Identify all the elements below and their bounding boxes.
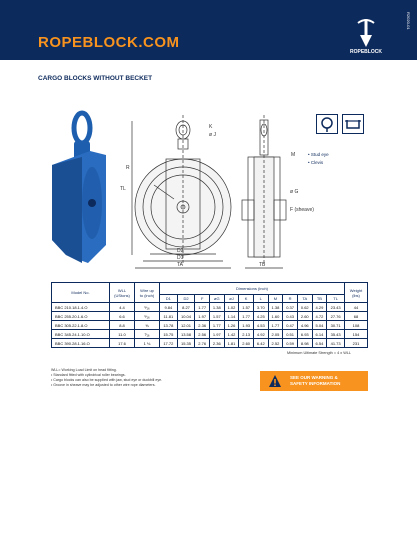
table-cell: 8.27 bbox=[177, 303, 195, 312]
table-cell: ⁵⁄₁₆ bbox=[135, 303, 160, 312]
table-cell: 154 bbox=[345, 330, 368, 339]
table-cell: 44 bbox=[345, 303, 368, 312]
legend-item-clevis: • Clevis bbox=[308, 160, 324, 165]
label-ta: TA bbox=[177, 262, 184, 268]
table-cell: 4.92 bbox=[253, 330, 268, 339]
stud-eye-icon bbox=[316, 114, 338, 134]
col-wll: WLL (UStons) bbox=[110, 283, 135, 303]
label-r: R bbox=[126, 165, 130, 171]
label-k: K bbox=[209, 124, 213, 130]
front-view-drawing bbox=[132, 115, 231, 268]
table-cell: 0.37 bbox=[283, 303, 298, 312]
dim-col-header: TA bbox=[297, 295, 312, 303]
table-cell: 30.71 bbox=[327, 321, 345, 330]
brand-name[interactable]: ROPEBLOCK.COM bbox=[38, 34, 180, 51]
logo-text: ROPEBLOCK bbox=[350, 49, 382, 55]
table-cell: 1.38 bbox=[268, 303, 283, 312]
table-cell: 27.76 bbox=[327, 312, 345, 321]
cargo-block-render bbox=[52, 113, 106, 263]
table-cell: 8.8 bbox=[110, 321, 135, 330]
table-cell: 3.70 bbox=[253, 303, 268, 312]
dim-col-header: D2 bbox=[177, 295, 195, 303]
table-cell: 1.38 bbox=[210, 303, 225, 312]
table-cell: 4.25 bbox=[253, 312, 268, 321]
table-cell: 15.35 bbox=[177, 339, 195, 348]
label-g: ø G bbox=[290, 189, 299, 195]
clevis-icon bbox=[342, 114, 364, 134]
table-cell: 15.75 bbox=[160, 330, 178, 339]
table-cell: 4.4 bbox=[110, 303, 135, 312]
table-cell: 1.77 bbox=[239, 312, 254, 321]
table-cell: 1.93 bbox=[239, 321, 254, 330]
table-cell: 12.01 bbox=[177, 321, 195, 330]
dim-col-header: øJ bbox=[224, 295, 239, 303]
note-line: • Cargo blocks can also be supplied with jaw, stud eye or duckbill eye. bbox=[51, 378, 163, 382]
specifications-table bbox=[51, 282, 368, 348]
table-cell: 2.36 bbox=[210, 339, 225, 348]
table-cell: 2.60 bbox=[297, 312, 312, 321]
table-cell: BBC 255.20.1.6.O bbox=[52, 312, 110, 321]
warning-triangle-icon bbox=[268, 374, 282, 388]
table-cell: 1.97 bbox=[195, 312, 210, 321]
label-tl: TL bbox=[120, 186, 126, 192]
table-cell: 6.14 bbox=[312, 330, 327, 339]
table-cell: 5.04 bbox=[312, 321, 327, 330]
dim-col-header: L bbox=[253, 295, 268, 303]
table-cell: 1.42 bbox=[224, 330, 239, 339]
table-cell: 2.52 bbox=[268, 339, 283, 348]
table-cell: 11.0 bbox=[110, 330, 135, 339]
col-wire: Wire up to (inch) bbox=[135, 283, 160, 303]
table-cell: 0.47 bbox=[283, 321, 298, 330]
table-cell: 23.43 bbox=[327, 303, 345, 312]
table-cell: 17.72 bbox=[160, 339, 178, 348]
table-cell: 1.57 bbox=[239, 303, 254, 312]
table-cell: 6.54 bbox=[312, 339, 327, 348]
table-cell: 68 bbox=[345, 312, 368, 321]
label-d1: D1 bbox=[177, 255, 184, 261]
legend-item-stud-eye: • Stud eye bbox=[308, 152, 329, 157]
section-title: CARGO BLOCKS WITHOUT BECKET bbox=[38, 75, 153, 82]
col-model: Model No. bbox=[52, 283, 110, 303]
table-cell: 4.53 bbox=[253, 321, 268, 330]
table-cell: 0.62 bbox=[297, 303, 312, 312]
label-f: F (sheave) bbox=[290, 207, 314, 213]
table-cell: BBC 390.28.1.16.O bbox=[52, 339, 110, 348]
document-code: R2020-01 bbox=[406, 12, 411, 30]
table-cell: 41.73 bbox=[327, 339, 345, 348]
table-cell: BBC 210.18.1.4.O bbox=[52, 303, 110, 312]
dim-col-header: D1 bbox=[160, 295, 178, 303]
table-cell: 1.97 bbox=[210, 330, 225, 339]
table-row bbox=[52, 312, 368, 321]
dim-col-header: øG bbox=[210, 295, 225, 303]
table-cell: 4.29 bbox=[312, 303, 327, 312]
table-row bbox=[52, 339, 368, 348]
table-cell: 0.43 bbox=[283, 312, 298, 321]
label-j: ø J bbox=[209, 132, 216, 138]
table-cell: 2.76 bbox=[195, 339, 210, 348]
table-cell: 0.59 bbox=[283, 339, 298, 348]
table-cell: 1.57 bbox=[210, 312, 225, 321]
table-cell: 1.60 bbox=[268, 312, 283, 321]
table-cell: ⁷⁄₁₆ bbox=[135, 330, 160, 339]
dim-col-header: TB bbox=[312, 295, 327, 303]
label-tb: TB bbox=[259, 262, 266, 268]
warning-banner[interactable] bbox=[260, 371, 368, 391]
minimum-strength-note: Minimum Ultimate Strength = 4 x WLL bbox=[287, 351, 352, 355]
col-dimensions: Dimensions (inch) bbox=[160, 283, 345, 295]
table-cell: 0.51 bbox=[283, 330, 298, 339]
dim-col-header: TL bbox=[327, 295, 345, 303]
table-cell: 1.77 bbox=[268, 321, 283, 330]
table-row bbox=[52, 303, 368, 312]
table-cell: 2.56 bbox=[195, 330, 210, 339]
table-cell: 6.6 bbox=[110, 312, 135, 321]
note-line: WLL= Working Load Limit on head fitting. bbox=[51, 368, 117, 372]
page-header bbox=[0, 0, 417, 60]
table-cell: 2.60 bbox=[239, 339, 254, 348]
notes bbox=[51, 368, 162, 388]
dim-col-header: M bbox=[268, 295, 283, 303]
dim-col-header: K bbox=[239, 295, 254, 303]
table-cell: 231 bbox=[345, 339, 368, 348]
label-d2: D2 bbox=[177, 248, 184, 254]
table-cell: 1.02 bbox=[224, 303, 239, 312]
table-cell: 1.14 bbox=[224, 312, 239, 321]
table-cell: 13.78 bbox=[160, 321, 178, 330]
table-cell: ⅜ bbox=[135, 321, 160, 330]
table-cell: 13.58 bbox=[177, 330, 195, 339]
table-row bbox=[52, 321, 368, 330]
table-cell: 11.81 bbox=[160, 312, 178, 321]
table-cell: 2.13 bbox=[239, 330, 254, 339]
table-cell: 1.81 bbox=[224, 339, 239, 348]
table-cell: 17.6 bbox=[110, 339, 135, 348]
table-cell: 1.77 bbox=[195, 303, 210, 312]
table-cell: 1 ⅛ bbox=[135, 339, 160, 348]
table-cell: 6.93 bbox=[297, 330, 312, 339]
table-row bbox=[52, 330, 368, 339]
table-cell: 6.42 bbox=[253, 339, 268, 348]
col-weight: Weight (lbs) bbox=[345, 283, 368, 303]
table-cell: 8.98 bbox=[297, 339, 312, 348]
table-cell: 108 bbox=[345, 321, 368, 330]
table-cell: ⁵⁄₁₆ bbox=[135, 312, 160, 321]
label-m: M bbox=[291, 152, 296, 158]
warning-text: SEE OUR WARNING & SAFETY INFORMATION bbox=[290, 375, 341, 386]
table-cell: 1.77 bbox=[210, 321, 225, 330]
table-cell: 10.04 bbox=[177, 312, 195, 321]
dim-col-header: R bbox=[283, 295, 298, 303]
table-cell: 4.72 bbox=[312, 312, 327, 321]
table-cell: 9.84 bbox=[160, 303, 178, 312]
dim-col-header: F bbox=[195, 295, 210, 303]
table-cell: 1.26 bbox=[224, 321, 239, 330]
side-view-drawing bbox=[242, 115, 286, 268]
table-cell: BBC 345.24.1.10.O bbox=[52, 330, 110, 339]
table-cell: 2.05 bbox=[268, 330, 283, 339]
table-cell: 4.96 bbox=[297, 321, 312, 330]
note-line: • Standard fitted with cylindrical roller bearings. bbox=[51, 373, 126, 377]
table-cell: 35.43 bbox=[327, 330, 345, 339]
note-line: • Groove in sheave may be adjusted to other wire rope diameters. bbox=[51, 383, 156, 387]
table-cell: BBC 305.22.1.8.O bbox=[52, 321, 110, 330]
table-cell: 2.36 bbox=[195, 321, 210, 330]
head-fitting-legend bbox=[296, 114, 376, 188]
